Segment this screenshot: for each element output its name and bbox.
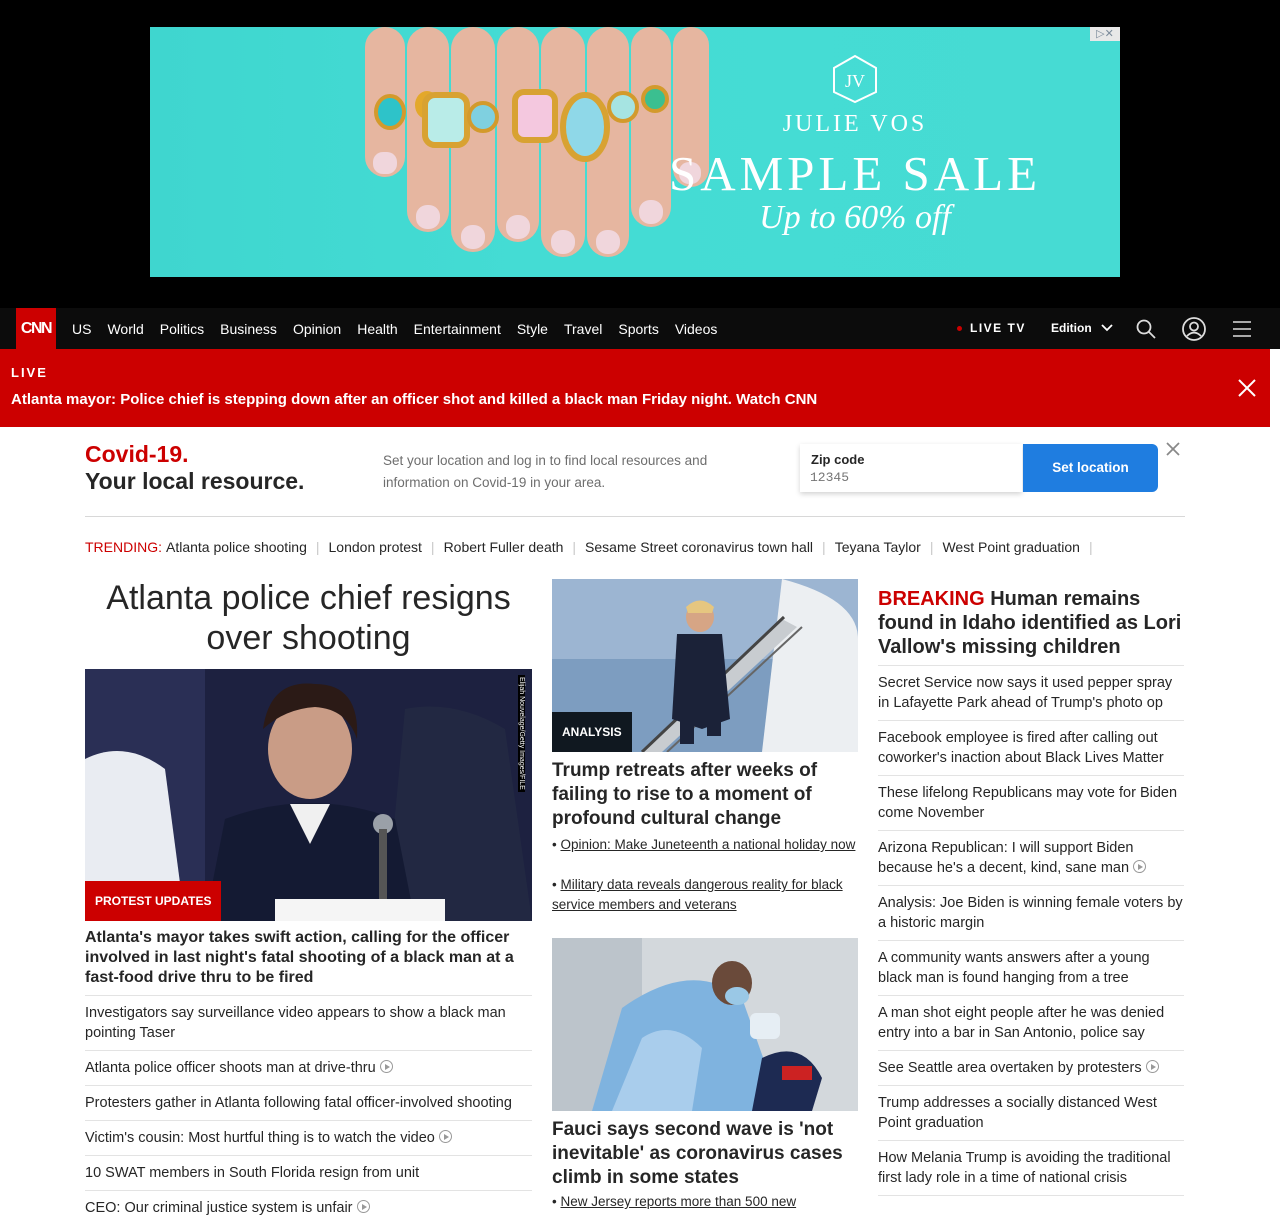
breaking-headline[interactable] bbox=[878, 587, 1184, 659]
top-nav bbox=[0, 308, 1280, 349]
svg-text:JV: JV bbox=[844, 71, 866, 91]
live-tv-link[interactable] bbox=[957, 308, 1047, 349]
ad-choices-icon[interactable]: ▷✕ bbox=[1090, 27, 1120, 41]
hero-photo[interactable] bbox=[85, 669, 532, 921]
list-item-text: Protesters gather in Atlanta following fatal officer-involved shooting bbox=[85, 1095, 512, 1111]
story-bullet-link[interactable]: Military data reveals dangerous reality for black service members and veterans bbox=[552, 877, 843, 912]
list-item-text: A man shot eight people after he was denied entry into a bar in San Antonio, police say bbox=[878, 1005, 1165, 1041]
list-item[interactable] bbox=[878, 995, 1184, 1050]
nav-item-world[interactable]: World bbox=[107, 320, 144, 337]
protest-updates-badge: PROTEST UPDATES bbox=[85, 881, 221, 921]
breaking-label: BREAKING bbox=[878, 588, 985, 610]
cnn-logo[interactable]: CNN bbox=[16, 308, 56, 349]
covid-testing-photo bbox=[552, 938, 858, 1111]
list-item[interactable] bbox=[85, 995, 532, 1050]
ad-region bbox=[0, 0, 1280, 308]
list-item-text: Facebook employee is fired after calling out coworker's inaction about Black Lives Matter bbox=[878, 730, 1164, 766]
live-banner[interactable] bbox=[0, 349, 1270, 427]
ad-offer: Up to 60% off bbox=[759, 199, 951, 236]
list-item[interactable] bbox=[878, 775, 1184, 830]
list-item[interactable] bbox=[878, 1140, 1184, 1196]
divider: | bbox=[315, 539, 320, 555]
julie-vos-ad[interactable] bbox=[150, 27, 1120, 277]
story-bullet-link[interactable]: Opinion: Make Juneteenth a national holiday now bbox=[560, 837, 856, 852]
nav-item-opinion[interactable]: Opinion bbox=[292, 320, 342, 337]
story-headline[interactable]: Trump retreats after weeks of failing to rise to a moment of profound cultural change bbox=[552, 760, 818, 829]
covid-description: Set your location and log in to find local resources and information on Covid-19 in your area. bbox=[383, 453, 708, 490]
lead-headline[interactable]: Atlanta's mayor takes swift action, calling for the officer involved in last night's fatal shooting of a black man at a fast-food drive thru to be fired bbox=[85, 929, 514, 986]
story-bullet-link[interactable]: New Jersey reports more than 500 new bbox=[560, 1194, 797, 1209]
nav-item-style[interactable]: Style bbox=[516, 320, 548, 337]
play-icon bbox=[1146, 1060, 1159, 1073]
list-item[interactable] bbox=[878, 665, 1184, 720]
story-bullet[interactable]: • Opinion: Make Juneteenth a national holiday now bbox=[552, 837, 856, 852]
list-item-text: Secret Service now says it used pepper spray in Lafayette Park ahead of Trump's photo op bbox=[878, 675, 1173, 711]
play-icon bbox=[380, 1060, 393, 1073]
close-icon[interactable] bbox=[1166, 442, 1180, 456]
story-headline[interactable]: Fauci says second wave is 'not inevitable' as coronavirus cases climb in some states bbox=[552, 1119, 843, 1188]
list-item-text: Trump addresses a socially distanced West Point graduation bbox=[878, 1095, 1157, 1131]
list-item-text: CEO: Our criminal justice system is unfair bbox=[85, 1200, 353, 1216]
covid-local-resource bbox=[85, 427, 1185, 517]
trending-item[interactable]: Teyana Taylor bbox=[834, 539, 921, 555]
list-item[interactable] bbox=[878, 1085, 1184, 1140]
list-item[interactable] bbox=[85, 1050, 532, 1085]
nav-item-us[interactable]: US bbox=[72, 320, 92, 337]
nav-item-health[interactable]: Health bbox=[357, 320, 398, 337]
breaking-text: Human remains found in Idaho identified as Lori Vallow's missing children bbox=[878, 588, 1182, 658]
photo-credit: Elijah Nouvelage/Getty Images/FILE bbox=[518, 677, 525, 790]
trending-item[interactable]: West Point graduation bbox=[942, 539, 1080, 555]
edition-label: Edition bbox=[1051, 321, 1092, 335]
col3-list bbox=[878, 665, 1184, 1196]
live-headline[interactable]: Atlanta mayor: Police chief is stepping down after an officer shot and killed a black man Friday night. Watch CNN bbox=[11, 391, 818, 408]
trending-item[interactable]: London protest bbox=[328, 539, 422, 555]
list-item[interactable] bbox=[878, 940, 1184, 995]
list-item[interactable] bbox=[85, 1190, 532, 1225]
account-icon[interactable] bbox=[1182, 317, 1206, 341]
list-item[interactable] bbox=[85, 1120, 532, 1155]
list-item-text: Analysis: Joe Biden is winning female voters by a historic margin bbox=[878, 895, 1183, 931]
ad-headline: SAMPLE SALE bbox=[668, 146, 1042, 201]
chevron-down-icon bbox=[1101, 324, 1113, 332]
list-item-text: A community wants answers after a young black man is found hanging from a tree bbox=[878, 950, 1150, 986]
trump-photo[interactable] bbox=[552, 579, 858, 752]
list-item[interactable] bbox=[878, 1050, 1184, 1085]
zip-label: Zip code bbox=[811, 452, 865, 467]
trending-item[interactable]: Robert Fuller death bbox=[443, 539, 564, 555]
list-item[interactable] bbox=[85, 1085, 532, 1120]
close-icon[interactable] bbox=[1238, 379, 1256, 397]
play-icon bbox=[439, 1130, 452, 1143]
hero-title[interactable]: Atlanta police chief resigns over shooting bbox=[106, 579, 511, 657]
trending-item[interactable]: Atlanta police shooting bbox=[166, 539, 307, 555]
story-bullet[interactable]: • New Jersey reports more than 500 new bbox=[552, 1194, 797, 1209]
zip-code-field[interactable] bbox=[800, 444, 1022, 492]
list-item-text: Investigators say surveillance video appears to show a black man pointing Taser bbox=[85, 1005, 506, 1041]
nav-item-travel[interactable]: Travel bbox=[563, 320, 603, 337]
list-item-text: These lifelong Republicans may vote for Biden come November bbox=[878, 785, 1178, 821]
live-tv-label: LIVE TV bbox=[970, 321, 1026, 335]
list-item[interactable] bbox=[878, 720, 1184, 775]
divider: | bbox=[572, 539, 577, 555]
story-bullet[interactable]: • Military data reveals dangerous reality for black service members and veterans bbox=[552, 877, 843, 912]
list-item[interactable] bbox=[878, 885, 1184, 940]
live-label: LIVE bbox=[11, 365, 48, 380]
trending-item[interactable]: Sesame Street coronavirus town hall bbox=[585, 539, 814, 555]
zip-input[interactable] bbox=[810, 470, 1000, 485]
live-dot-icon bbox=[957, 326, 962, 331]
col1-list bbox=[85, 995, 532, 1225]
list-item-text: 10 SWAT members in South Florida resign from unit bbox=[85, 1165, 420, 1181]
trending-label: TRENDING: bbox=[85, 539, 162, 555]
play-icon bbox=[357, 1200, 370, 1213]
list-item-text: How Melania Trump is avoiding the traditional first lady role in a time of national crisis bbox=[878, 1150, 1171, 1186]
list-item-text: See Seattle area overtaken by protesters bbox=[878, 1060, 1142, 1076]
nav-menu bbox=[64, 308, 725, 349]
trending-bar bbox=[85, 539, 1102, 555]
nav-item-sports[interactable]: Sports bbox=[618, 320, 659, 337]
divider: | bbox=[1088, 539, 1093, 555]
nav-item-videos[interactable]: Videos bbox=[674, 320, 718, 337]
search-icon[interactable] bbox=[1136, 319, 1156, 339]
list-item-text: Atlanta police officer shoots man at drive-thru bbox=[85, 1060, 376, 1076]
set-location-button[interactable]: Set location bbox=[1023, 444, 1158, 492]
julie-vos-logo-icon bbox=[832, 54, 878, 104]
nav-item-business[interactable]: Business bbox=[220, 320, 277, 337]
list-item-text: Victim's cousin: Most hurtful thing is to watch the video bbox=[85, 1130, 435, 1146]
nav-item-entertainment[interactable]: Entertainment bbox=[413, 320, 501, 337]
nav-item-politics[interactable]: Politics bbox=[159, 320, 205, 337]
menu-icon[interactable] bbox=[1232, 319, 1252, 339]
play-icon bbox=[1133, 860, 1146, 873]
divider: | bbox=[822, 539, 826, 555]
covid-subtitle: Your local resource. bbox=[85, 468, 305, 494]
testing-photo[interactable] bbox=[552, 938, 858, 1111]
ad-brand: JULIE VOS bbox=[782, 111, 928, 137]
list-item[interactable] bbox=[878, 830, 1184, 885]
list-item-text: Arizona Republican: I will support Biden because he's a decent, kind, sane man bbox=[878, 840, 1134, 876]
divider: | bbox=[929, 539, 934, 555]
divider: | bbox=[430, 539, 435, 555]
covid-title: Covid-19. bbox=[85, 441, 189, 467]
list-item[interactable] bbox=[85, 1155, 532, 1190]
edition-dropdown[interactable] bbox=[1051, 308, 1131, 349]
analysis-badge: ANALYSIS bbox=[552, 712, 632, 752]
